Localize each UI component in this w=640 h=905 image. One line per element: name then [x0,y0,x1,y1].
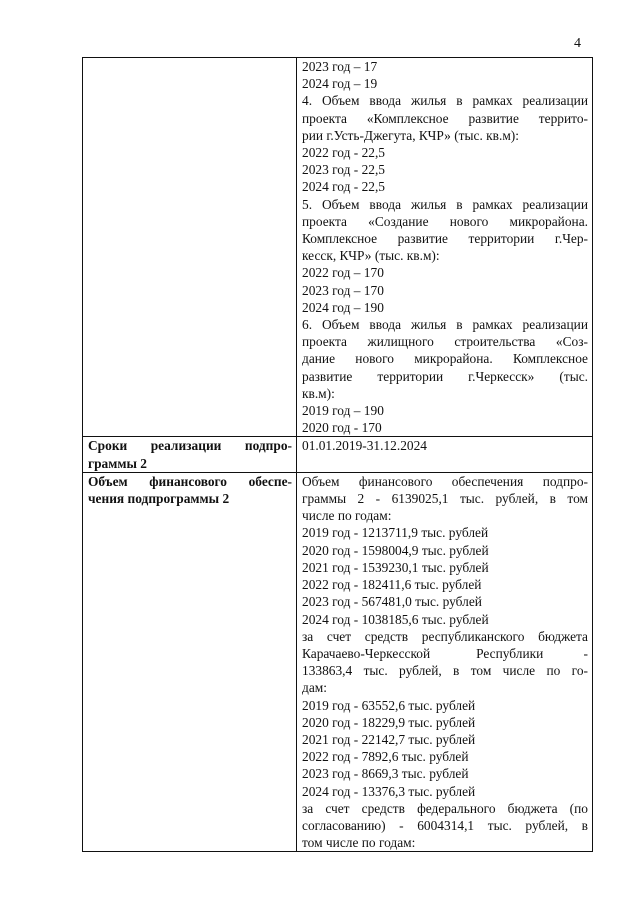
text-line: согласованию) - 6004314,1 тыс. рублей, в [302,817,588,833]
text-line: граммы 2 - 6139025,1 тыс. рублей, в том [302,491,588,507]
row-label-line: чения подпрограммы 2 [88,491,230,507]
text-line: дам: [302,680,327,696]
text-line: за счет средств республиканского бюджета [302,628,588,644]
text-line: проекта жилищного строительства «Соз- [302,334,588,350]
text-line: рии г.Усть-Джегута, КЧР» (тыс. кв.м): [302,127,519,143]
text-line: кв.м): [302,385,335,401]
text-line: 2023 год - 567481,0 тыс. рублей [302,594,482,610]
text-line: 2022 год - 22,5 [302,145,385,161]
text-line: 133863,4 тыс. рублей, в том числе по го- [302,663,588,679]
text-line: 5. Объем ввода жилья в рамках реализации [302,196,588,212]
row1-left-cell [83,58,297,437]
text-line: Комплексное развитие территории г.Чер- [302,231,588,247]
text-line: 2020 год - 170 [302,420,382,436]
passport-table [82,57,593,852]
table-row-housing-volume [83,58,593,437]
text-line: 2022 год - 7892,6 тыс. рублей [302,749,469,765]
text-line: 2024 год – 19 [302,76,378,92]
text-line: числе по годам: [302,508,392,524]
text-line: 6. Объем ввода жилья в рамках реализации [302,317,588,333]
text-line: 2020 год - 1598004,9 тыс. рублей [302,542,489,558]
text-line: за счет средств федерального бюджета (по [302,800,588,816]
text-line: 2023 год – 170 [302,282,384,298]
text-line: 2023 год - 8669,3 тыс. рублей [302,766,469,782]
text-line: развитие территории г.Черкесск» (тыс. [302,368,588,384]
text-line: 2021 год - 22142,7 тыс. рублей [302,731,476,747]
row-label-line: Сроки реализации подпро- [88,438,292,454]
text-line: проекта «Комплексное развитие террито- [302,110,588,126]
text-line: 2022 год - 182411,6 тыс. рублей [302,577,482,593]
implementation-period: 01.01.2019-31.12.2024 [302,438,427,454]
text-line: 2023 год – 17 [302,59,378,74]
text-line: 2024 год - 13376,3 тыс. рублей [302,783,476,799]
text-line: 2024 год - 22,5 [302,179,385,195]
text-line: 2019 год - 1213711,9 тыс. рублей [302,525,489,541]
text-line: 2022 год – 170 [302,265,384,281]
row2-left-cell [83,437,297,472]
row2-right-cell [297,437,593,472]
text-line: проекта «Создание нового микрорайона. [302,213,588,229]
text-line: том числе по годам: [302,835,416,851]
row3-right-cell [297,472,593,851]
text-line: 2020 год - 18229,9 тыс. рублей [302,714,476,730]
text-line: кесск, КЧР» (тыс. кв.м): [302,248,440,264]
row-label-line: Объем финансового обеспе- [88,473,292,489]
text-line: 2023 год - 22,5 [302,162,385,178]
text-line: 2019 год - 63552,6 тыс. рублей [302,697,476,713]
text-line: Карачаево-Черкесской Республики - [302,645,588,661]
row-label-line: граммы 2 [88,455,147,471]
text-line: 4. Объем ввода жилья в рамках реализации [302,93,588,109]
page-number: 4 [574,36,581,51]
text-line: Объем финансового обеспечения подпро- [302,473,588,489]
text-line: 2024 год - 1038185,6 тыс. рублей [302,611,489,627]
row3-left-cell [83,472,297,851]
table-row-implementation-period [83,437,593,472]
text-line: 2024 год – 190 [302,299,384,315]
text-line: 2021 год - 1539230,1 тыс. рублей [302,559,489,575]
row1-right-cell [297,58,593,437]
text-line: дание нового микрорайона. Комплексное [302,351,588,367]
text-line: 2019 год – 190 [302,403,384,419]
table-row-financing [83,472,593,851]
